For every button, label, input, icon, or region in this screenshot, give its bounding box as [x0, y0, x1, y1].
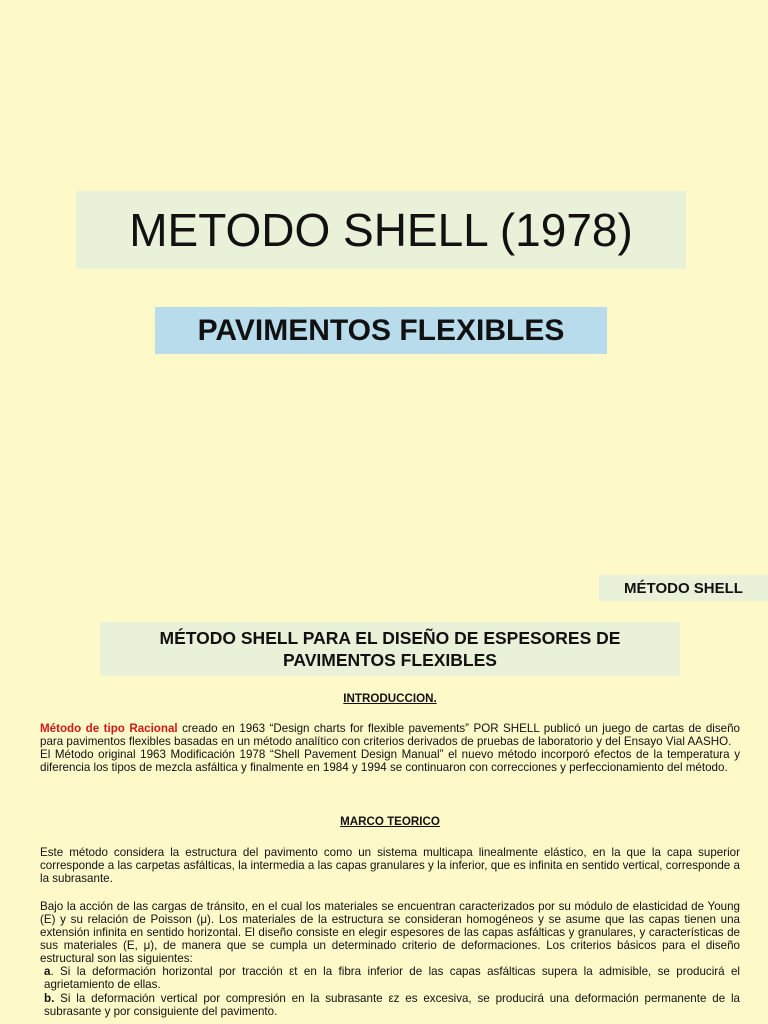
intro-title: INTRODUCCION. [343, 692, 437, 705]
marco-title: MARCO TEORICO [340, 815, 440, 828]
criterion-a-text: . Si la deformación horizontal por tracción εt en la fibra inferior de las capas asfálticas supera la admisible, se producirá el agrietamiento de ellas. [44, 965, 740, 991]
intro-body [40, 722, 740, 774]
marco-paragraph-2: Bajo la acción de las cargas de tránsito, en el cual los materiales se encuentran caracterizados por su módulo de elasticidad de Young (E) y su relación de Poisson (μ). Los materiales de la estructura se consideran homogéneos y se asume que las capas tienen una extensión infinita en sentido horizontal. El diseño consiste en elegir espesores de las capas asfálticas y granulares, y características de sus materiales (E, μ), de manera que se cumpla un determinado criterio de deformaciones. Los criterios básicos para el diseño estructural son las siguientes: [40, 900, 740, 965]
slide-subtitle-text: PAVIMENTOS FLEXIBLES [197, 313, 565, 347]
section-heading [100, 622, 680, 676]
marco-paragraph-1: Este método considera la estructura del pavimento como un sistema multicapa linealmente elástico, en la que la capa superior corresponde a las carpetas asfálticas, la intermedia a las capas granulares y la inferior, que es infinita en sentido vertical, corresponde a la subrasante. [40, 846, 740, 885]
slide-label-text: MÉTODO SHELL [624, 579, 743, 597]
intro-lead: Método de tipo Racional [40, 722, 178, 735]
intro-paragraph-1-text: creado en 1963 “Design charts for flexible pavements” POR SHELL publicó un juego de cartas de diseño para pavimentos flexibles basadas en un método analítico con criterios derivados de pruebas de laboratorio y del Ensayo Vial AASHO. [40, 722, 740, 748]
criterion-b-text: Si la deformación vertical por compresión en la subrasante εz es excesiva, se producirá una deformación permanente de la subrasante y por consiguiente del pavimento. [44, 992, 740, 1018]
intro-paragraph-2: El Método original 1963 Modificación 1978 “Shell Pavement Design Manual” el nuevo método incorporó efectos de la temperatura y diferencia los tipos de mezcla asfáltica y finalmente en 1984 y 1994 se continuaron con correcciones y perfeccionamiento del método. [40, 748, 740, 774]
criterion-b-label: b. [44, 992, 55, 1005]
slide-subtitle [155, 307, 607, 354]
criterion-a [40, 965, 740, 991]
section-heading-line2: PAVIMENTOS FLEXIBLES [283, 650, 497, 670]
criterion-a-label: a [44, 965, 51, 978]
section-heading-line1: MÉTODO SHELL PARA EL DISEÑO DE ESPESORES DE [159, 628, 621, 648]
slide-title-text: METODO SHELL (1978) [129, 204, 633, 256]
marco-body [40, 900, 740, 1018]
slide-label [599, 575, 768, 601]
criterion-b [40, 992, 740, 1018]
intro-paragraph-1 [40, 722, 740, 748]
slide-title [76, 191, 686, 269]
